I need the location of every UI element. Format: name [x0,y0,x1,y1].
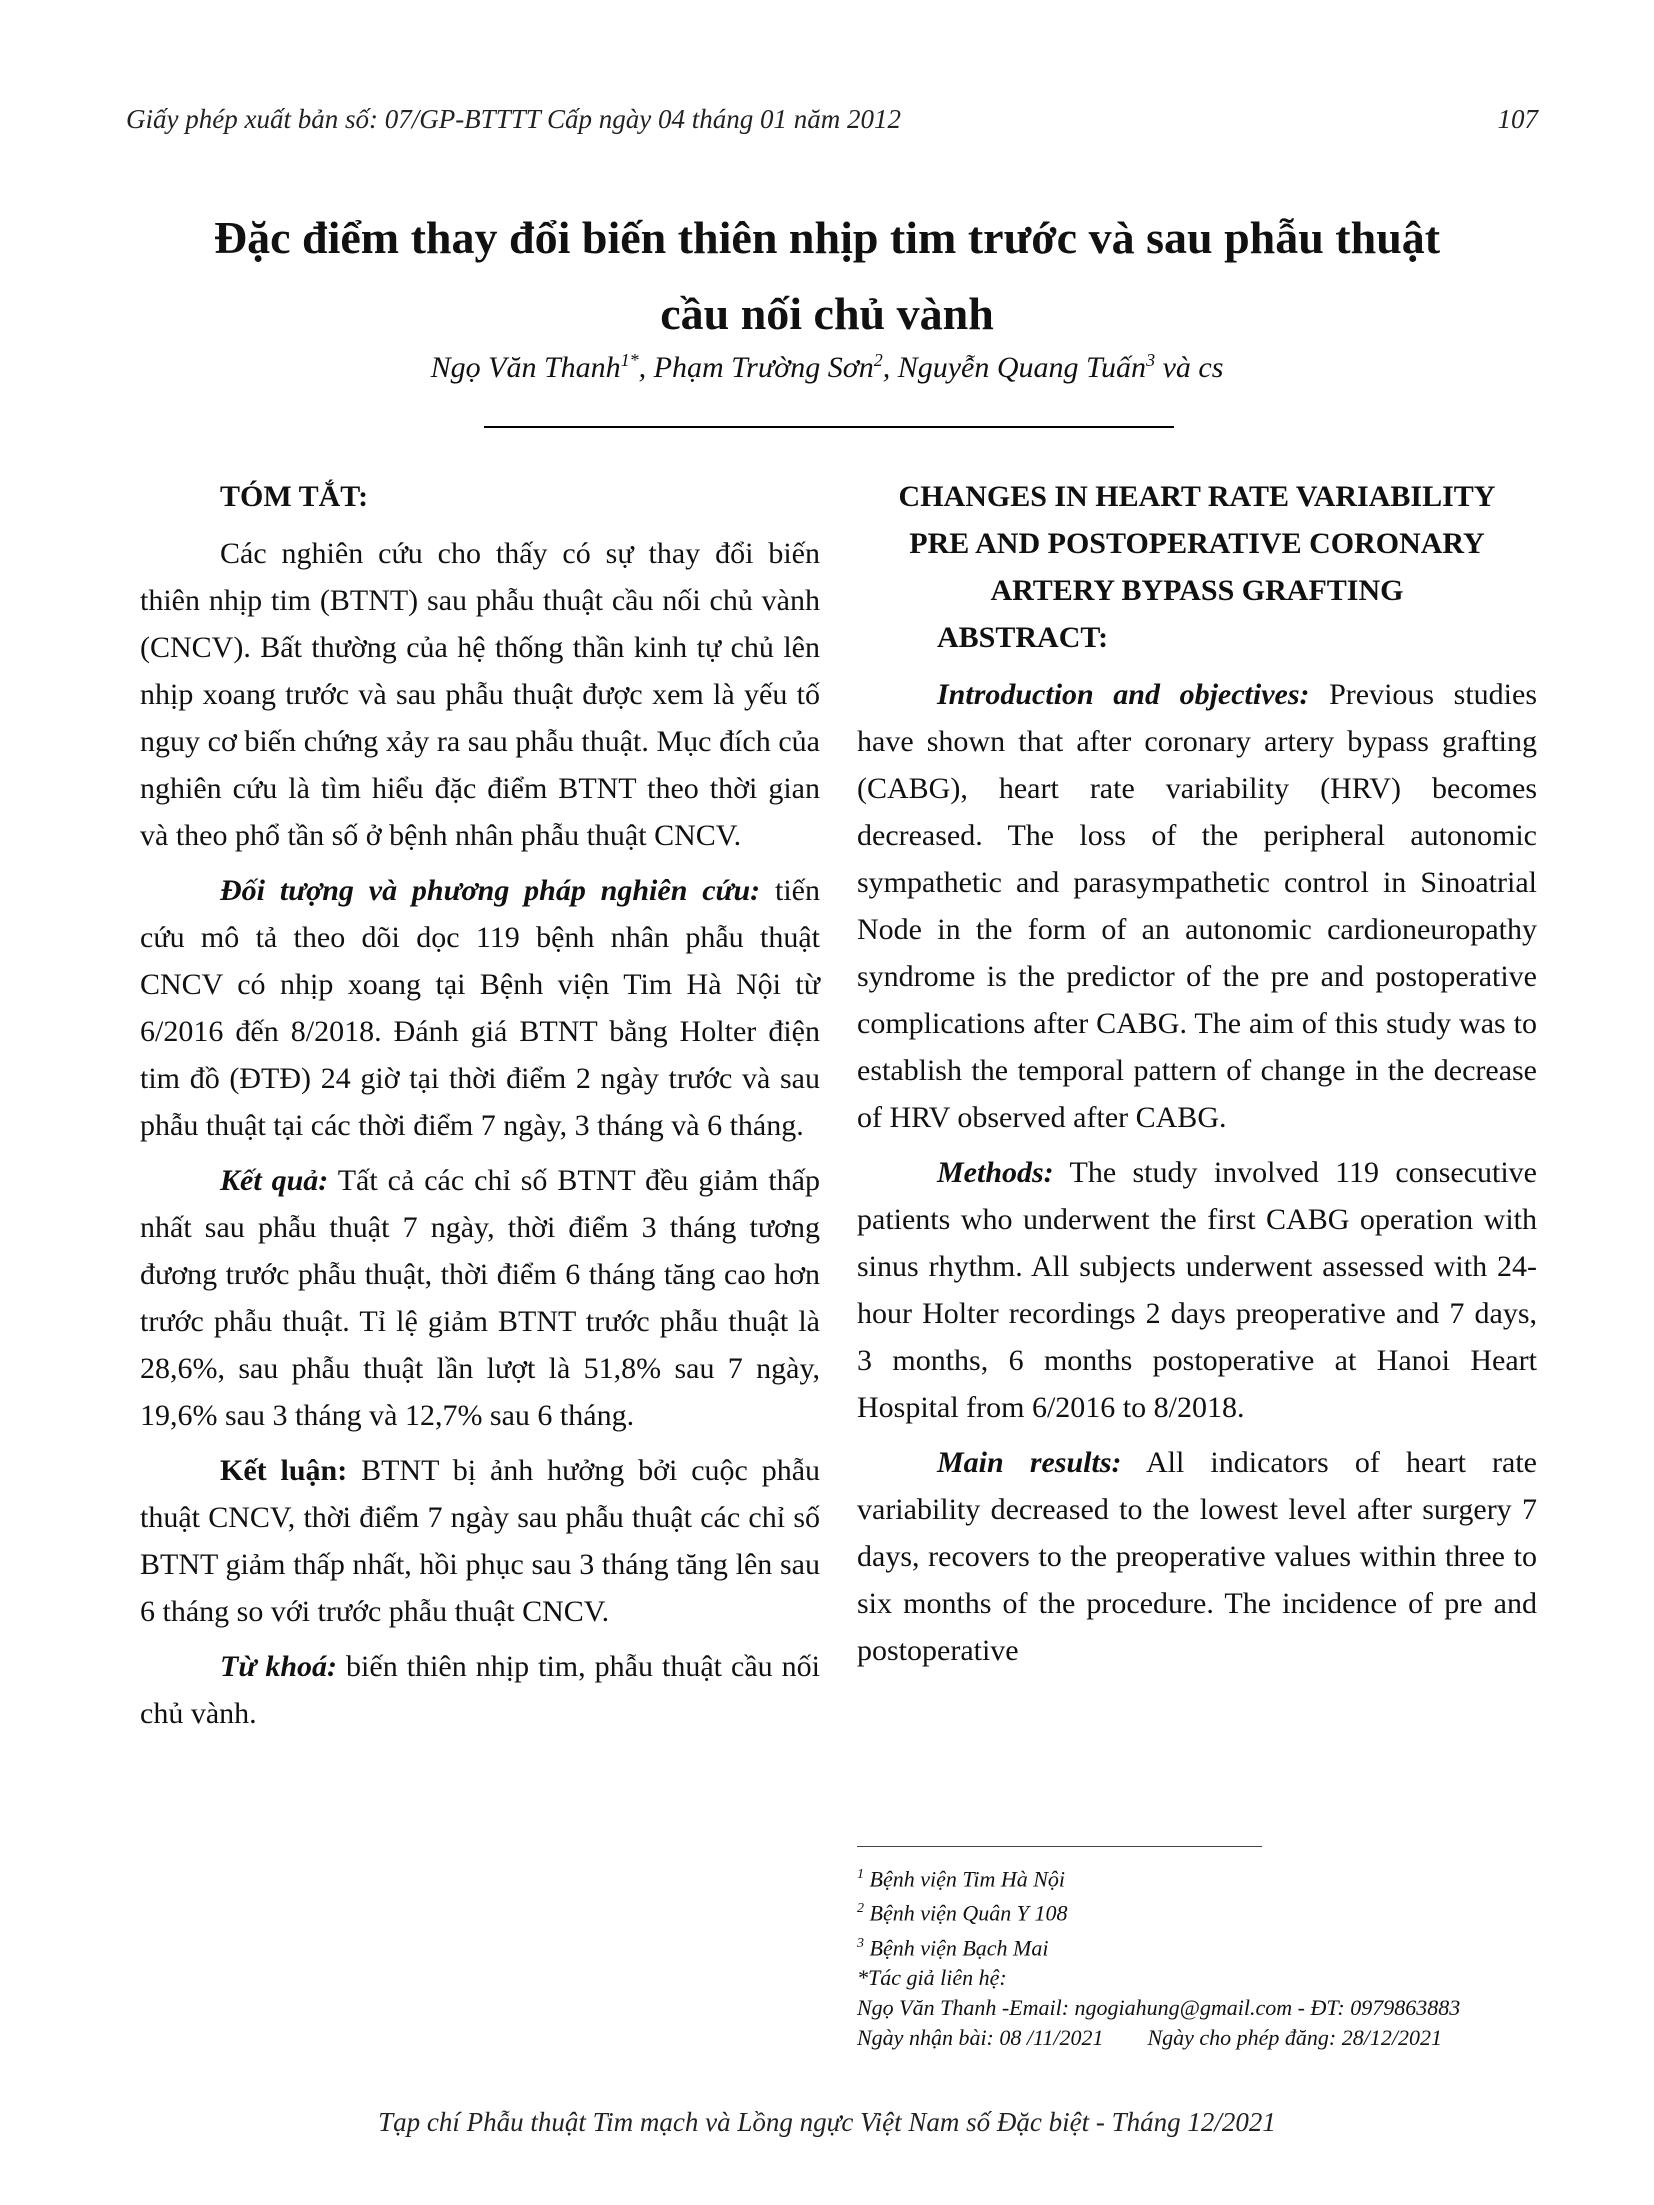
article-title-line-2: cầu nối chủ vành [660,288,994,339]
author-list [120,350,1534,385]
vietnamese-conclusion-body: BTNT bị ảnh hưởng bởi cuộc phẫu thuật CNCV, thời điểm 7 ngày sau phẫu thuật các chỉ số BTNT giảm thấp nhất, hồi phục sau 3 tháng tăng lên sau 6 tháng so với trước phẫu thuật CNCV. [140,1454,821,1628]
author-3-affiliation: 3 [1146,350,1156,370]
english-methods-paragraph [857,1149,1537,1431]
footnotes [857,1860,1537,2053]
running-header-license: Giấy phép xuất bản số: 07/GP-BTTTT Cấp ngày 04 tháng 01 năm 2012 [126,104,901,134]
page-number: 107 [1497,104,1538,134]
footnote-2-marker: 2 [857,1901,864,1917]
footnote-1-text: Bệnh viện Tim Hà Nội [864,1866,1066,1892]
footnote-affiliation-3 [857,1929,1537,1963]
vietnamese-conclusion-paragraph [140,1447,820,1635]
author-list-tail: và cs [1155,351,1224,384]
vietnamese-results-paragraph [140,1157,820,1439]
author-1: Ngọ Văn Thanh [430,351,621,384]
footnote-received-date: Ngày nhận bài: 08 /11/2021 [857,2024,1104,2050]
english-methods-lead: Methods: [937,1156,1054,1189]
english-intro-paragraph [857,671,1537,1141]
footnote-2-text: Bệnh viện Quân Y 108 [864,1900,1068,1926]
vietnamese-methods-paragraph [140,867,820,1149]
vietnamese-keywords-lead: Từ khoá: [220,1650,338,1683]
footnote-contact-label: *Tác giả liên hệ: [857,1964,1007,1990]
english-results-lead: Main results: [937,1446,1122,1479]
english-results-paragraph [857,1439,1537,1674]
vietnamese-abstract-heading: TÓM TẮT: [220,480,369,513]
english-abstract-column [857,473,1537,1682]
footnote-affiliation-2 [857,1894,1537,1928]
vietnamese-methods-body: tiến cứu mô tả theo dõi dọc 119 bệnh nhân phẫu thuật CNCV có nhịp xoang tại Bệnh viện Tim Hà Nội từ 6/2016 đến 8/2018. Đánh giá BTNT bằng Holter điện tim đồ (ĐTĐ) 24 giờ tại thời điểm 2 ngày trước và sau phẫu thuật tại các thời điểm 7 ngày, 3 tháng và 6 tháng. [140,874,820,1142]
footnote-contact-details: Ngọ Văn Thanh -Email: ngogiahung@gmail.com - ĐT: 0979863883 [857,1994,1461,2020]
english-title-line-2: PRE AND POSTOPERATIVE CORONARY [909,527,1485,560]
vietnamese-intro-paragraph: Các nghiên cứu cho thấy có sự thay đổi biến thiên nhịp tim (BTNT) sau phẫu thuật cầu nối chủ vành (CNCV). Bất thường của hệ thống thần kinh tự chủ lên nhịp xoang trước và sau phẫu thuật được xem là yếu tố nguy cơ biến chứng xảy ra sau phẫu thuật. Mục đích của nghiên cứu là tìm hiểu đặc điểm BTNT theo thời gian và theo phổ tần số ở bệnh nhân phẫu thuật CNCV. [140,537,820,852]
author-3: , Nguyễn Quang Tuấn [882,351,1147,384]
vietnamese-abstract-column [140,473,820,1745]
footnote-dates [857,2023,1537,2053]
english-intro-lead: Introduction and objectives: [937,678,1310,711]
vietnamese-keywords-paragraph [140,1643,820,1737]
footnote-divider [857,1846,1262,1847]
vietnamese-results-lead: Kết quả: [220,1164,329,1197]
title-divider [484,426,1174,428]
english-title-line-3: ARTERY BYPASS GRAFTING [990,574,1404,607]
author-2-affiliation: 2 [873,350,883,370]
running-footer-journal: Tạp chí Phẫu thuật Tim mạch và Lồng ngực Việt Nam số Đặc biệt - Tháng 12/2021 [378,2107,1276,2137]
author-2: , Phạm Trường Sơn [638,351,874,384]
english-results-body: All indicators of heart rate variability decreased to the lowest level after surgery 7 days, recovers to the preoperative values within three to six months of the procedure. The incidence of pre and postoperative [857,1446,1537,1667]
footnote-3-text: Bệnh viện Bạch Mai [864,1934,1049,1960]
english-intro-body: Previous studies have shown that after coronary artery bypass grafting (CABG), heart rate variability (HRV) becomes decreased. The loss of the peripheral autonomic sympathetic and parasympathetic control in Sinoatrial Node in the form of an autonomic cardioneuropathy syndrome is the predictor of the pre and postoperative complications after CABG. The aim of this study was to establish the temporal pattern of change in the decrease of HRV observed after CABG. [857,678,1537,1134]
article-title [120,200,1534,352]
vietnamese-conclusion-lead: Kết luận: [220,1454,348,1487]
footnote-accepted-date: Ngày cho phép đăng: 28/12/2021 [1147,2024,1442,2050]
english-methods-body: The study involved 119 consecutive patients who underwent the first CABG operation with sinus rhythm. All subjects underwent assessed with 24-hour Holter recordings 2 days preoperative and 7 days, 3 months, 6 months postoperative at Hanoi Heart Hospital from 6/2016 to 8/2018. [857,1156,1537,1424]
author-1-affiliation: 1* [620,350,639,370]
footnote-3-marker: 3 [857,1935,864,1951]
vietnamese-keywords-body: biến thiên nhịp tim, phẫu thuật cầu nối chủ vành. [140,1650,820,1730]
footnote-1-marker: 1 [857,1867,864,1882]
article-title-line-1: Đặc điểm thay đổi biến thiên nhịp tim trước và sau phẫu thuật [213,212,1441,263]
english-abstract-heading: ABSTRACT: [937,621,1109,654]
vietnamese-results-body: Tất cả các chỉ số BTNT đều giảm thấp nhất sau phẫu thuật 7 ngày, thời điểm 3 tháng tương đương trước phẫu thuật, thời điểm 6 tháng tăng cao hơn trước phẫu thuật. Tỉ lệ giảm BTNT trước phẫu thuật là 28,6%, sau phẫu thuật lần lượt là 51,8% sau 7 ngày, 19,6% sau 3 tháng và 12,7% sau 6 tháng. [140,1164,820,1432]
vietnamese-methods-lead: Đối tượng và phương pháp nghiên cứu: [220,874,761,907]
footnote-affiliation-1 [857,1860,1537,1894]
english-title-line-1: CHANGES IN HEART RATE VARIABILITY [898,480,1496,513]
english-title [857,473,1537,614]
